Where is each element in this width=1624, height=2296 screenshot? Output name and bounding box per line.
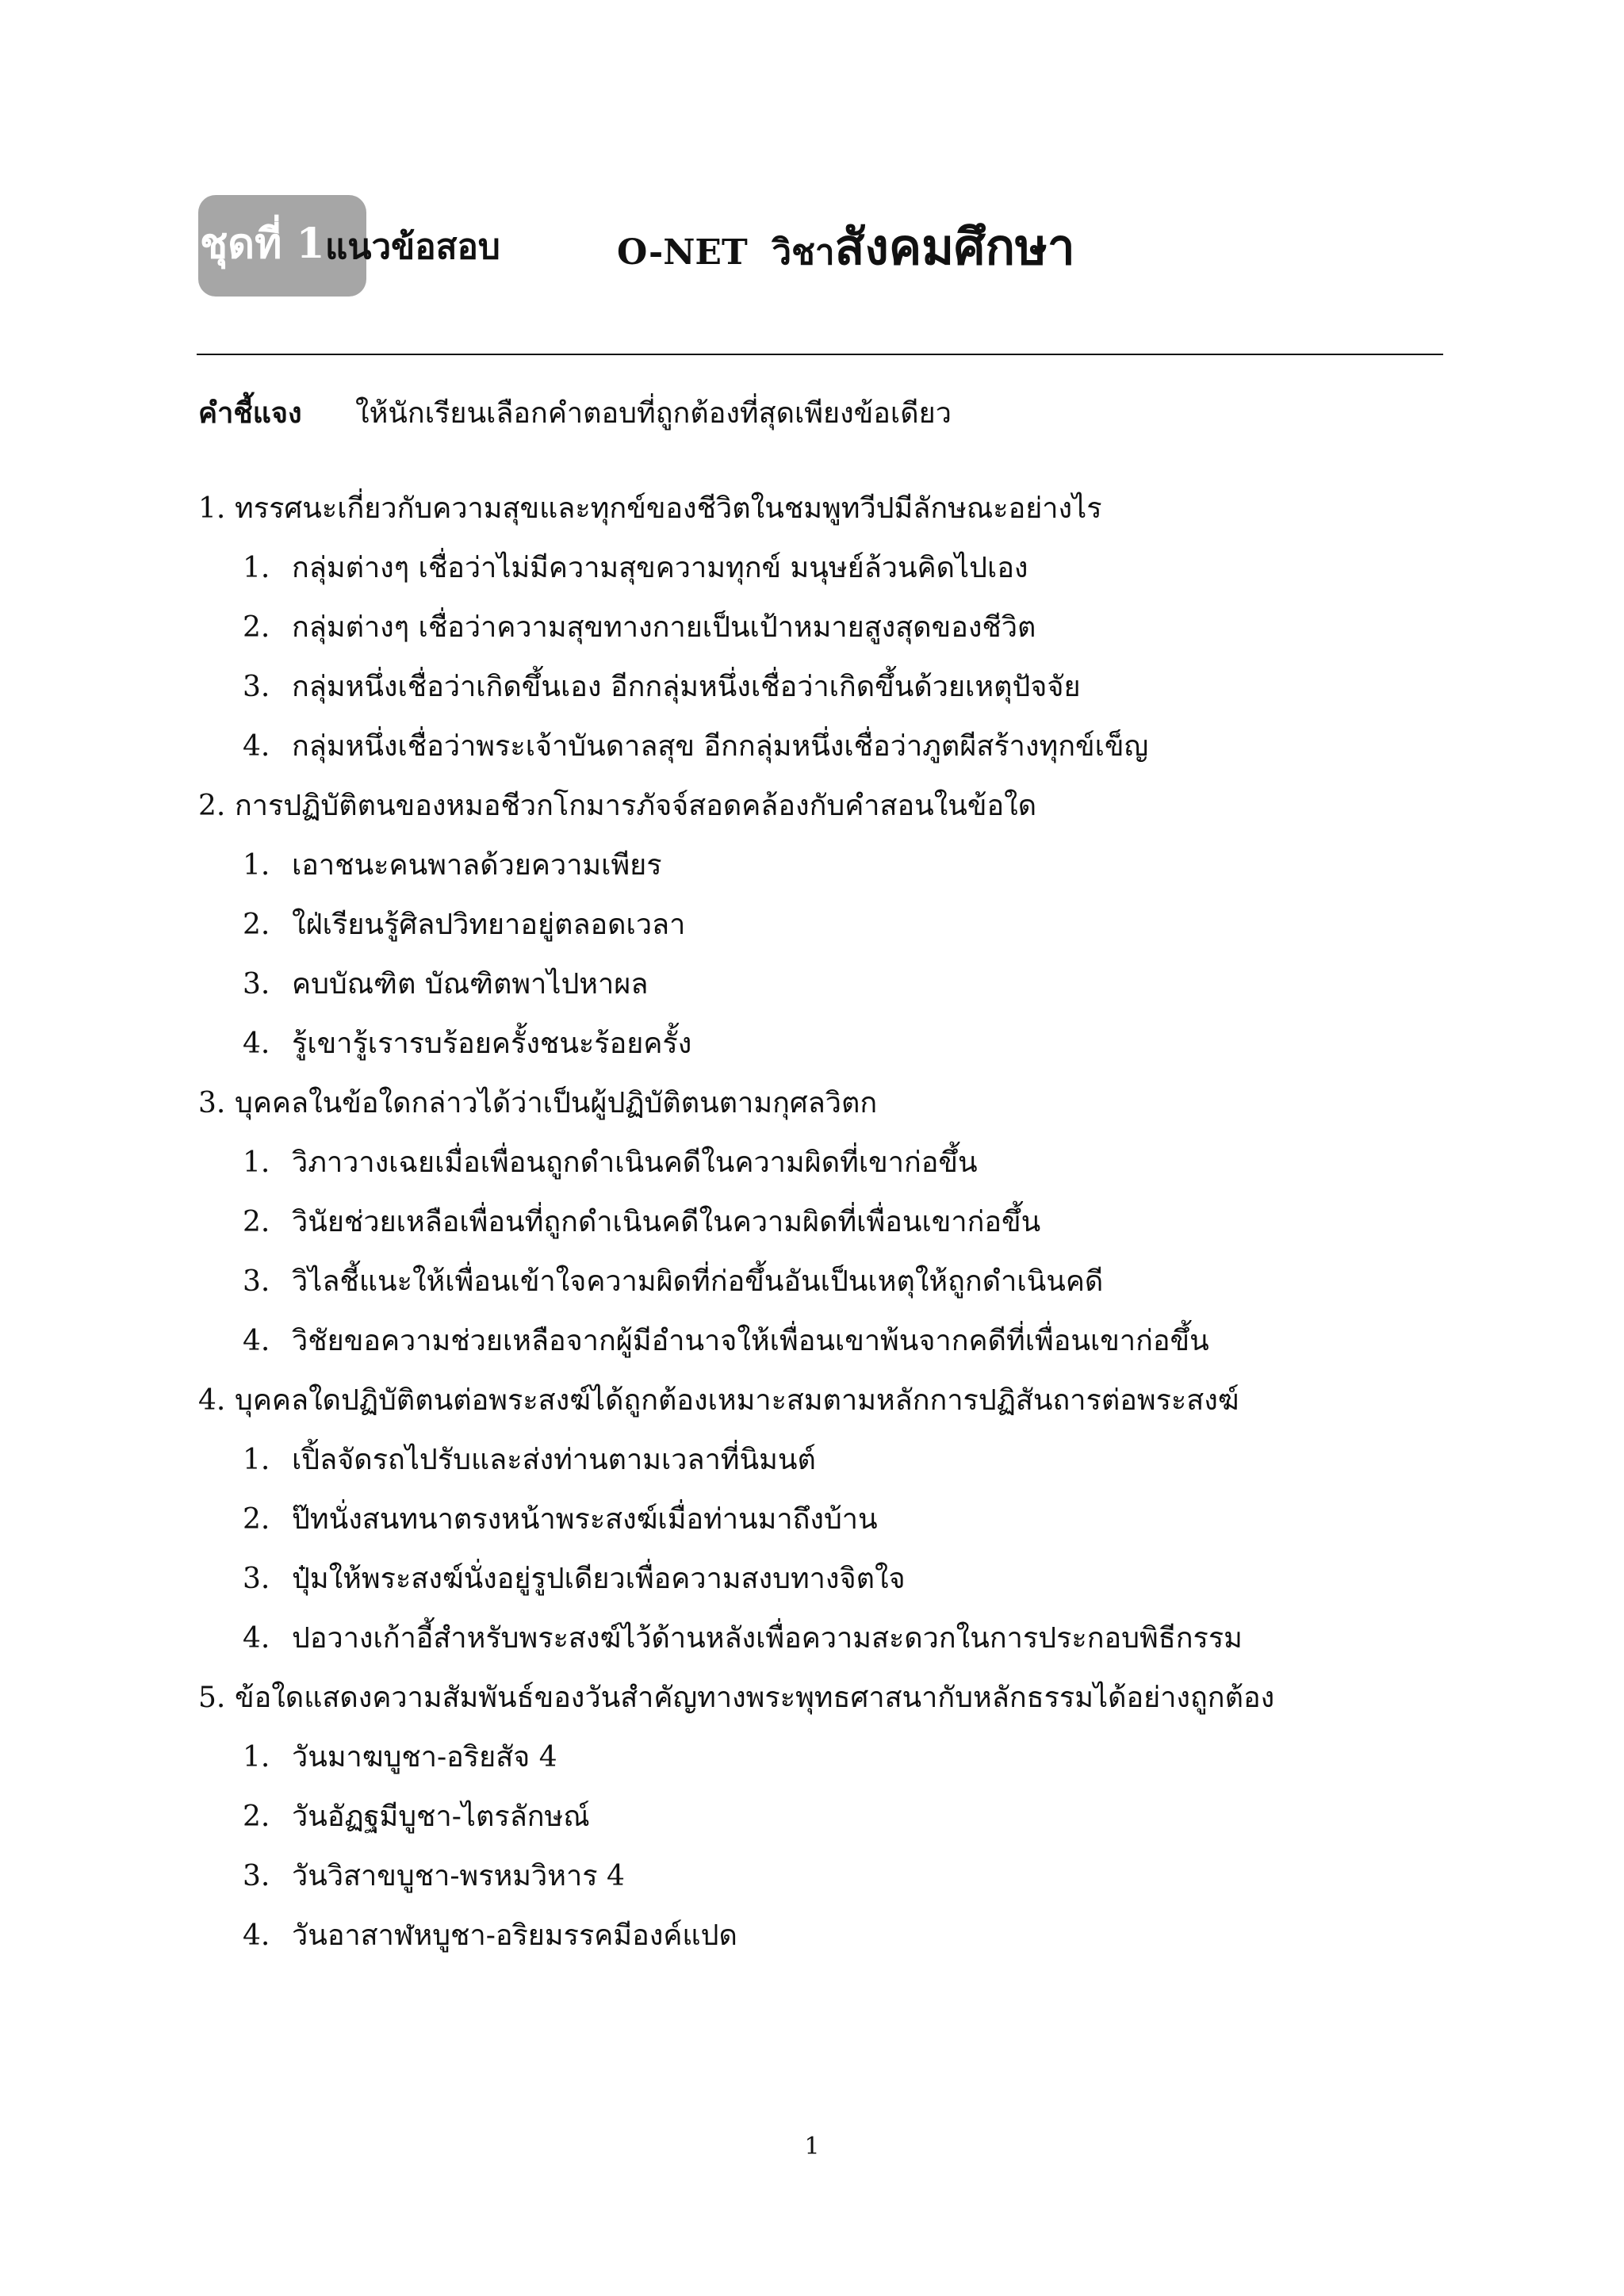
choice-2-2 <box>198 895 1467 955</box>
subject-name: สังคมศึกษา <box>834 218 1075 276</box>
choice-1-1 <box>198 538 1467 598</box>
instructions <box>198 392 952 435</box>
question-5 <box>198 1668 1467 1728</box>
choice-text: กลุ่มหนึ่งเชื่อว่าเกิดขึ้นเอง อีกกลุ่มหนึ่งเชื่อว่าเกิดขึ้นด้วยเหตุปัจจัย <box>292 671 1081 703</box>
choice-text: วินัยช่วยเหลือเพื่อนที่ถูกดำเนินคดีในความผิดที่เพื่อนเขาก่อขึ้น <box>292 1206 1041 1238</box>
choice-number: 2. <box>243 611 270 644</box>
choice-3-4 <box>198 1311 1467 1371</box>
choice-1-4 <box>198 717 1467 776</box>
question-1 <box>198 479 1467 538</box>
question-number: 1. <box>198 492 226 525</box>
exam-name: O-NET <box>617 232 748 273</box>
question-text: ทรรศนะเกี่ยวกับความสุขและทุกข์ของชีวิตในชมพูทวีปมีลักษณะอย่างไร <box>235 492 1102 525</box>
choice-text: วันอัฏฐมีบูชา-ไตรลักษณ์ <box>292 1800 590 1833</box>
choice-number: 2. <box>243 1800 270 1833</box>
choice-4-2 <box>198 1490 1467 1549</box>
choice-number: 4. <box>243 730 270 763</box>
choice-number: 2. <box>243 1503 270 1536</box>
choice-2-1 <box>198 836 1467 895</box>
question-4 <box>198 1371 1467 1430</box>
choice-5-4 <box>198 1906 1467 1965</box>
choice-3-1 <box>198 1133 1467 1192</box>
question-2 <box>198 776 1467 836</box>
choice-text: วันวิสาขบูชา-พรหมวิหาร 4 <box>292 1860 625 1892</box>
choice-2-3 <box>198 955 1467 1014</box>
instructions-label: คำชี้แจง <box>198 396 302 430</box>
choice-text: ใฝ่เรียนรู้ศิลปวิทยาอยู่ตลอดเวลา <box>292 909 686 941</box>
instructions-text: ให้นักเรียนเลือกคำตอบที่ถูกต้องที่สุดเพียงข้อเดียว <box>355 397 952 430</box>
choice-1-2 <box>198 598 1467 657</box>
choice-text: วันอาสาฬหบูชา-อริยมรรคมีองค์แปด <box>292 1919 737 1952</box>
question-number: 3. <box>198 1087 226 1119</box>
question-number: 2. <box>198 790 226 822</box>
question-text: บุคคลในข้อใดกล่าวได้ว่าเป็นผู้ปฏิบัติตนตามกุศลวิตก <box>235 1087 878 1119</box>
set-label: ชุดที่ 1 <box>200 220 325 268</box>
choice-text: รู้เขารู้เรารบร้อยครั้งชนะร้อยครั้ง <box>292 1027 692 1060</box>
choice-number: 4. <box>243 1027 270 1060</box>
choice-number: 1. <box>243 1146 270 1179</box>
page-number: 1 <box>804 2133 820 2160</box>
choice-3-2 <box>198 1192 1467 1252</box>
choice-number: 3. <box>243 1265 270 1298</box>
question-text: การปฏิบัติตนของหมอชีวกโกมารภัจจ์สอดคล้องกับคำสอนในข้อใด <box>235 790 1037 822</box>
exam-title <box>617 219 1075 281</box>
question-text: ข้อใดแสดงความสัมพันธ์ของวันสำคัญทางพระพุทธศาสนากับหลักธรรมได้อย่างถูกต้อง <box>235 1682 1275 1714</box>
choice-5-1 <box>198 1728 1467 1787</box>
choice-number: 1. <box>243 849 270 882</box>
choice-number: 3. <box>243 968 270 1001</box>
choice-text: กลุ่มหนึ่งเชื่อว่าพระเจ้าบันดาลสุข อีกกลุ่มหนึ่งเชื่อว่าภูตผีสร้างทุกข์เข็ญ <box>292 730 1149 763</box>
choice-3-3 <box>198 1252 1467 1311</box>
header-divider <box>197 354 1443 355</box>
choice-text: เอาชนะคนพาลด้วยความเพียร <box>292 849 662 882</box>
choice-number: 4. <box>243 1325 270 1357</box>
choice-text: วิชัยขอความช่วยเหลือจากผู้มีอำนาจให้เพื่อนเขาพ้นจากคดีที่เพื่อนเขาก่อขึ้น <box>292 1325 1209 1357</box>
choice-text: วิไลชี้แนะให้เพื่อนเข้าใจความผิดที่ก่อขึ้นอันเป็นเหตุให้ถูกดำเนินคดี <box>292 1265 1104 1298</box>
choice-text: เปิ้ลจัดรถไปรับและส่งท่านตามเวลาที่นิมนต์ <box>292 1444 816 1476</box>
choice-text: วันมาฆบูชา-อริยสัจ 4 <box>292 1741 557 1774</box>
choice-text: กลุ่มต่างๆ เชื่อว่าความสุขทางกายเป็นเป้าหมายสูงสุดของชีวิต <box>292 611 1036 644</box>
choice-number: 3. <box>243 671 270 703</box>
choice-number: 1. <box>243 552 270 584</box>
choice-number: 1. <box>243 1741 270 1774</box>
question-number: 4. <box>198 1384 226 1417</box>
choice-5-3 <box>198 1846 1467 1906</box>
choice-number: 2. <box>243 909 270 941</box>
choice-5-2 <box>198 1787 1467 1846</box>
question-list <box>198 479 1467 1965</box>
choice-text: วิภาวางเฉยเมื่อเพื่อนถูกดำเนินคดีในความผิดที่เขาก่อขึ้น <box>292 1146 978 1179</box>
choice-2-4 <box>198 1014 1467 1073</box>
choice-text: กลุ่มต่างๆ เชื่อว่าไม่มีความสุขความทุกข์ มนุษย์ล้วนคิดไปเอง <box>292 552 1028 584</box>
choice-number: 3. <box>243 1563 270 1595</box>
choice-4-3 <box>198 1549 1467 1609</box>
question-number: 5. <box>198 1682 226 1714</box>
question-text: บุคคลใดปฏิบัติตนต่อพระสงฆ์ได้ถูกต้องเหมาะสมตามหลักการปฏิสันถารต่อพระสงฆ์ <box>235 1384 1239 1417</box>
choice-4-1 <box>198 1430 1467 1490</box>
page-header <box>198 195 1443 297</box>
choice-number: 1. <box>243 1444 270 1476</box>
choice-text: คบบัณฑิต บัณฑิตพาไปหาผล <box>292 968 649 1001</box>
guide-label: แนวข้อสอบ <box>325 227 500 267</box>
choice-text: ปุ๋มให้พระสงฆ์นั่งอยู่รูปเดียวเพื่อความสงบทางจิตใจ <box>292 1563 906 1595</box>
choice-number: 4. <box>243 1919 270 1952</box>
choice-4-4 <box>198 1609 1467 1668</box>
choice-number: 3. <box>243 1860 270 1892</box>
subject-prefix: วิชา <box>772 232 835 273</box>
choice-text: ป๊ทนั่งสนทนาตรงหน้าพระสงฆ์เมื่อท่านมาถึงบ้าน <box>292 1503 878 1536</box>
question-3 <box>198 1073 1467 1133</box>
choice-number: 4. <box>243 1622 270 1655</box>
choice-text: ปอวางเก้าอี้สำหรับพระสงฆ์ไว้ด้านหลังเพื่อความสะดวกในการประกอบพิธีกรรม <box>292 1622 1243 1655</box>
choice-1-3 <box>198 657 1467 717</box>
choice-number: 2. <box>243 1206 270 1238</box>
